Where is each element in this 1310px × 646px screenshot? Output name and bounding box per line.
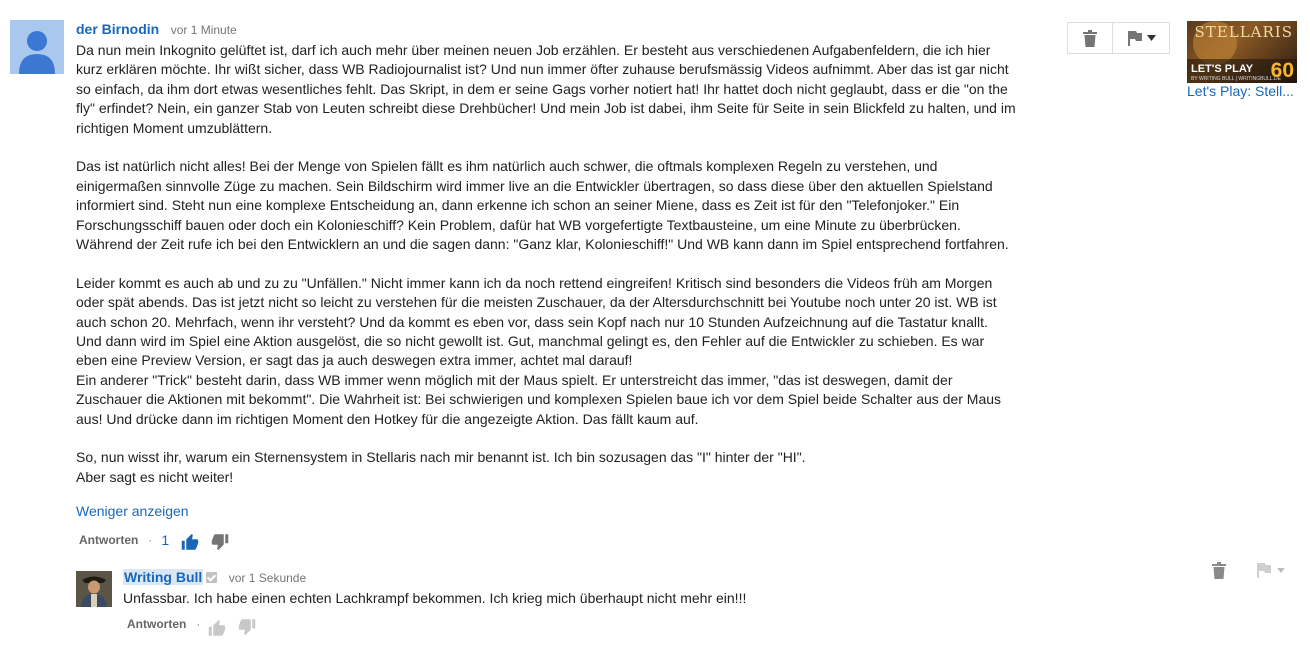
reply-delete-button[interactable] [1212,562,1226,584]
thumbs-up-icon [181,533,199,550]
verified-badge-icon [206,572,217,583]
video-link[interactable]: Let's Play: Stell... [1187,83,1294,99]
trash-icon [1083,30,1097,47]
reply-actions [127,615,200,633]
dislike-button[interactable] [211,534,229,556]
reply-reply-button[interactable]: Antworten [127,617,187,631]
writing-bull-avatar-image [76,571,112,607]
flag-icon [1127,30,1143,46]
comment-paragraph: Ein anderer "Trick" besteht darin, dass WB immer wenn möglich mit der Maus spielt. Er unterstreicht das immer, "das ist deswegen, damit der Zuschauer die Aktionen mit bekommt". Die Wahrheit ist: Bei schwierigen und komplexen Spielen baue ich vor dem Spiel beide Schalter aus der Maus aus! Und drücke dann im richtigen Moment den Hotkey für die angezeigte Aktion. Das fällt kaum auf. [76,371,1002,427]
thumbs-down-icon [238,619,256,636]
avatar[interactable] [10,20,64,74]
reply-author-name[interactable]: Writing Bull [124,569,203,585]
delete-button[interactable] [1068,23,1113,53]
like-count: 1 [161,532,170,548]
reply-like-button[interactable] [208,619,226,641]
comment-paragraph: Da nun mein Inkognito gelüftet ist, darf ich auch mehr über meinen neuen Job erzählen. Er besteht aus verschiedenen Aufgabenfeldern, die ich hier kurz erklären möchte. Ihr wißt sicher, dass WB Radiojournalist ist? Und nun immer öfter zuhause berufsmässig Videos aufnimmt. Aber das ist gar nicht so einfach, da ihm dort etwas wesentliches fehlt. Das Skript, in dem er seine Gags vorher notiert hat! Ihr hattet doch nicht geglaubt, dass er die "on the fly" erfindet? Nein, ein ganzer Stab von Leuten schreibt diese Drehbücher! Und mein Job ist dabei, ihm Seite für Seite in sein Blickfeld zu halten, und im richtigen Moment umzublättern. [76,42,1016,136]
chevron-down-icon [1277,568,1285,573]
author-name[interactable]: der Birnodin [76,21,160,37]
flag-icon [1256,562,1272,578]
thumbnail-lets-play: LET'S PLAY [1191,63,1254,75]
comment-paragraph: Leider kommt es auch ab und zu zu "Unfällen." Nicht immer kann ich da noch rettend eingreifen! Kritisch sind besonders die Videos früh am Morgen oder spät abends. Das ist jetzt nicht so leicht zu verstehen für die meisten Zuschauer, da der Altersdurchschnitt bei Youtube noch unter 20 ist. WB ist auch schon 20. Mehrfach, wenn ihr versteht? Und da kommt es eben vor, dass sein Kopf nach nur 10 Stunden Aufzeichnung auf die Tastatur knallt. Und dann wird im Spiel eine Aktion ausgelöst, die so nicht gewollt ist. Gut, manchmal gelingt es, den Fehler auf die Entwickler zu schieben. Es war eben eine Preview Version, er sagt das ja auch deswegen extra immer, achtet mal darauf! [76,274,997,369]
comment-paragraph: So, nun wisst ihr, warum ein Sternensystem in Stellaris nach mir benannt ist. Ich bin sozusagen das "I" hinter der "HI". [76,449,806,466]
comment-body [76,41,1016,487]
thumbs-down-icon [211,534,229,551]
comment-paragraph: Aber sagt es nicht weiter! [76,468,234,485]
thumbnail-title: STELLARIS [1194,23,1293,41]
reply-timestamp[interactable]: vor 1 Sekunde [228,571,307,585]
reply-button[interactable]: Antworten [79,533,139,547]
thumbnail-episode-number: 60 [1270,59,1294,82]
show-less-link[interactable]: Weniger anzeigen [76,503,189,519]
comment-paragraph: Das ist natürlich nicht alles! Bei der Menge von Spielen fällt es ihm natürlich auch schwer, die oftmals komplexen Regeln zu verstehen, und einigermaßen sinnvolle Züge zu machen. Sein Bildschirm wird immer live an die Entwickler übertragen, so dass diese über den aktuellen Spielstand informiert sind. Steht nun eine komplexe Entscheidung an, dann erkenne ich schon an seiner Miene, dass es Zeit ist für den "Telefonjoker." Ein Forschungsschiff bauen oder doch ein Kolonieschiff? Kein Problem, dafür hat WB vorgefertigte Textbausteine, um eine Minute zu überbrücken. Während der Zeit rufe ich bei den Entwicklern an und die sagen dann: "Ganz klar, Kolonieschiff!" Und WB kann dann im Spiel entsprechend fortfahren. [76,158,1009,253]
default-user-icon [10,20,64,74]
separator: · [148,533,153,547]
reply-body: Unfassbar. Ich habe einen echten Lachkrampf bekommen. Ich krieg mich überhaupt nicht mehr ein!!! [123,590,747,606]
chevron-down-icon [1147,35,1156,41]
comment-actions [79,530,169,550]
separator: · [196,617,201,631]
reply-dislike-button[interactable] [238,619,256,641]
reply-header [123,569,306,587]
trash-icon [1212,562,1226,579]
reply-avatar[interactable] [76,571,112,607]
timestamp[interactable]: vor 1 Minute [170,23,237,37]
flag-menu-button[interactable] [1113,23,1169,53]
like-button[interactable] [181,533,199,555]
comment-header [76,21,237,39]
thumbs-up-icon [208,619,226,636]
reply-flag-menu-button[interactable] [1256,562,1285,578]
video-thumbnail[interactable] [1187,21,1297,83]
thumbnail-subtitle: BY WRITING BULL | WRITINGBULL.DE [1191,76,1281,82]
comment-moderation-group [1067,22,1170,54]
